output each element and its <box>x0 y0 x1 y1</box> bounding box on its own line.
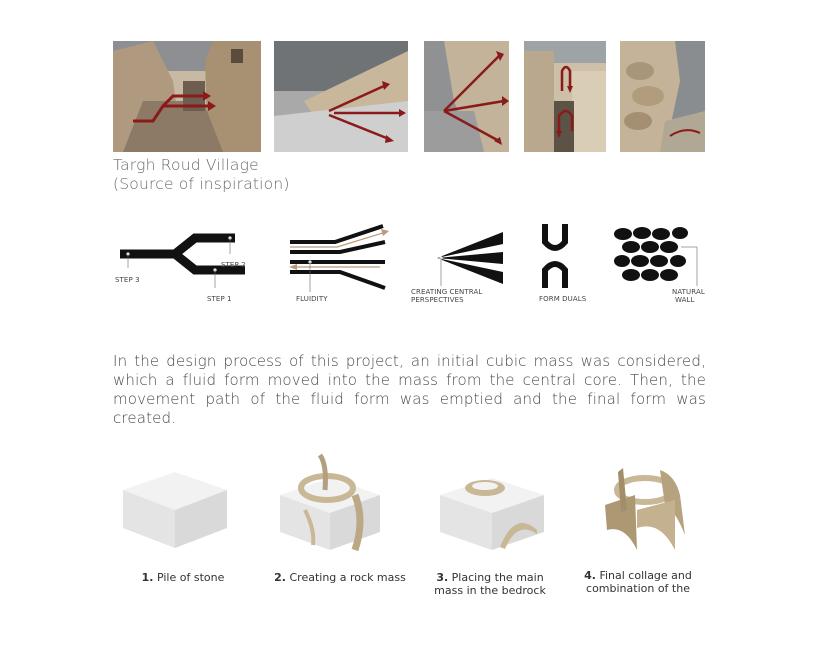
design-description: In the design process of this project, an initial cubic mass was considered, which a fluid form moved into the mass from the central core. Then, the movement path of the fluid form was emptied and the final form was created. <box>113 352 706 427</box>
step-1-number: 1. <box>141 571 154 584</box>
step-3-number: 3. <box>436 571 449 584</box>
caption-title: Targh Roud Village <box>113 156 259 174</box>
step-3-caption <box>430 571 550 597</box>
label-step-2: STEP 2 <box>221 261 246 269</box>
step-2-rock-mass <box>280 455 380 550</box>
step-3-text-2: mass in the bedrock <box>434 584 546 597</box>
label-step-1: STEP 1 <box>207 295 232 303</box>
village-alley-photo <box>113 41 261 152</box>
step-4-caption <box>578 569 698 595</box>
central-perspective-diagram <box>437 232 503 286</box>
natural-wall-diagram <box>614 227 697 286</box>
design-steps-illustrations <box>115 450 715 560</box>
label-step-3: STEP 3 <box>115 276 140 284</box>
label-natural-1: NATURAL <box>672 288 705 296</box>
label-central-2: PERSPECTIVES <box>411 296 464 304</box>
step-1-caption <box>128 571 238 584</box>
label-fluidity: FLUIDITY <box>296 295 328 303</box>
step-3-main-mass <box>440 478 544 550</box>
form-duals-photo <box>524 41 606 152</box>
step-3-text-1: Placing the main <box>451 571 544 584</box>
step-4-text-1: Final collage and <box>599 569 692 582</box>
form-duals-diagram <box>545 224 565 288</box>
step-4-text-2: combination of the <box>586 582 690 595</box>
stone-wall-photo <box>274 41 408 152</box>
caption-subtitle: (Source of inspiration) <box>113 175 290 193</box>
cliff-perspective-photo <box>424 41 509 152</box>
step-4-number: 4. <box>584 569 596 582</box>
step-1-text: Pile of stone <box>156 571 225 584</box>
step-4-final-form <box>605 468 685 550</box>
natural-wall-photo <box>620 41 705 152</box>
step-2-number: 2. <box>274 571 286 584</box>
photo-caption <box>113 156 290 194</box>
step-2-caption <box>270 571 410 584</box>
fluidity-diagram <box>289 226 389 292</box>
step-2-text: Creating a rock mass <box>289 571 406 584</box>
step-1-cube <box>123 472 227 548</box>
label-form-duals: FORM DUALS <box>539 295 587 303</box>
label-central-1: CREATING CENTRAL <box>411 288 483 296</box>
label-natural-2: WALL <box>675 296 695 304</box>
